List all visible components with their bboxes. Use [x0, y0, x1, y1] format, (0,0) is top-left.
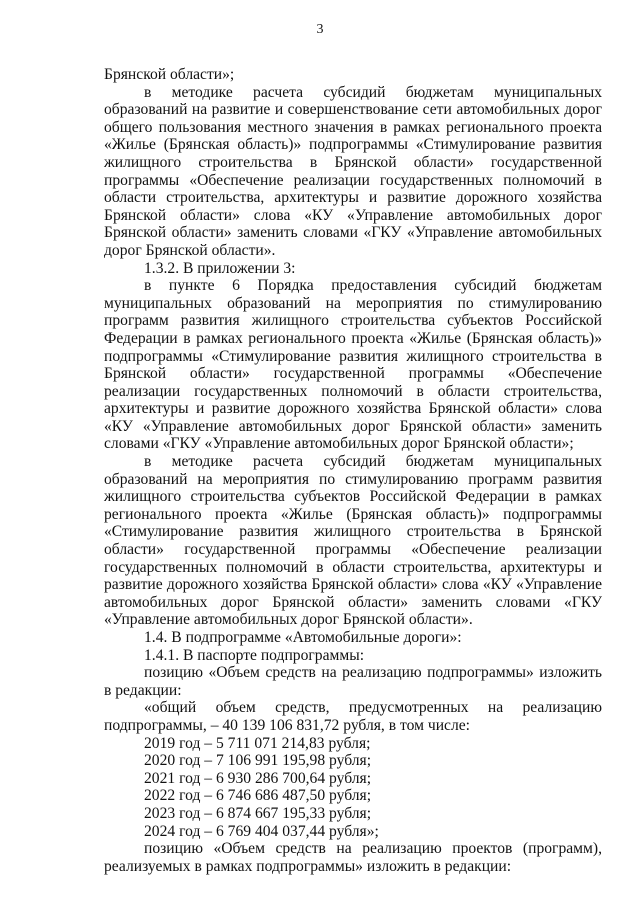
paragraph: позицию «Объем средств на реализацию проектов (программ), реализуемых в рамках подпрограммы» изложить в редакции:	[104, 840, 602, 875]
page-number: 3	[316, 22, 324, 37]
year-line: 2024 год – 6 769 404 037,44 рубля»;	[144, 822, 379, 840]
paragraph: в пункте 6 Порядка предоставления субсидий бюджетам муниципальных образований на мероприятия по стимулированию программ развития жилищного строительства субъектов Российской Федерации в рамках регионального проекта «Жилье (Брянская область)» подпрограммы «Стимулирование развития жилищного строительства в Брянской области» государственной программы «Обеспечение реализации государственных полномочий в области строительства, архитектуры и развитие дорожного хозяйства Брянской области» слова «КУ «Управление автомобильных дорог Брянской области» заменить словами «ГКУ «Управление автомобильных дорог Брянской области»;	[104, 277, 602, 453]
document-body	[104, 66, 602, 875]
paragraph: в методике расчета субсидий бюджетам муниципальных образований на развитие и совершенствование сети автомобильных дорог общего пользования местного значения в рамках регионального проекта «Жилье (Брянская область)» подпрограммы «Стимулирование развития жилищного строительства в Брянской области» государственной программы «Обеспечение реализации государственных полномочий в области строительства, архитектуры и развитие дорожного хозяйства Брянской области» слова «КУ «Управление автомобильных дорог Брянской области» заменить словами «ГКУ «Управление автомобильных дорог Брянской области».	[104, 83, 602, 259]
year-line: 2021 год – 6 930 286 700,64 рубля;	[144, 769, 372, 787]
year-line: 2023 год – 6 874 667 195,33 рубля;	[144, 804, 372, 822]
year-line: 2022 год – 6 746 686 487,50 рубля;	[144, 787, 372, 805]
year-line: 2020 год – 7 106 991 195,98 рубля;	[144, 752, 372, 770]
paragraph: позицию «Объем средств на реализацию подпрограммы» изложить в редакции:	[104, 664, 602, 699]
year-line: 2019 год – 5 711 071 214,83 рубля;	[144, 734, 371, 752]
section-heading: 1.4. В подпрограмме «Автомобильные дороги»:	[144, 629, 462, 646]
paragraph: «общий объем средств, предусмотренных на реализацию подпрограммы, – 40 139 106 831,72 рубля, в том числе:	[104, 699, 602, 734]
section-heading: 1.3.2. В приложении 3:	[144, 259, 296, 277]
paragraph: в методике расчета субсидий бюджетам муниципальных образований на мероприятия по стимулированию программ развития жилищного строительства субъектов Российской Федерации в рамках регионального проекта «Жилье (Брянская область)» подпрограммы «Стимулирование развития жилищного строительства в Брянской области» государственной программы «Обеспечение реализации государственных полномочий в области строительства, архитектуры и развитие дорожного хозяйства Брянской области» слова «КУ «Управление автомобильных дорог Брянской области» заменить словами «ГКУ «Управление автомобильных дорог Брянской области».	[104, 453, 602, 629]
section-heading: 1.4.1. В паспорте подпрограммы:	[144, 646, 365, 664]
paragraph: Брянской области»;	[104, 66, 235, 83]
